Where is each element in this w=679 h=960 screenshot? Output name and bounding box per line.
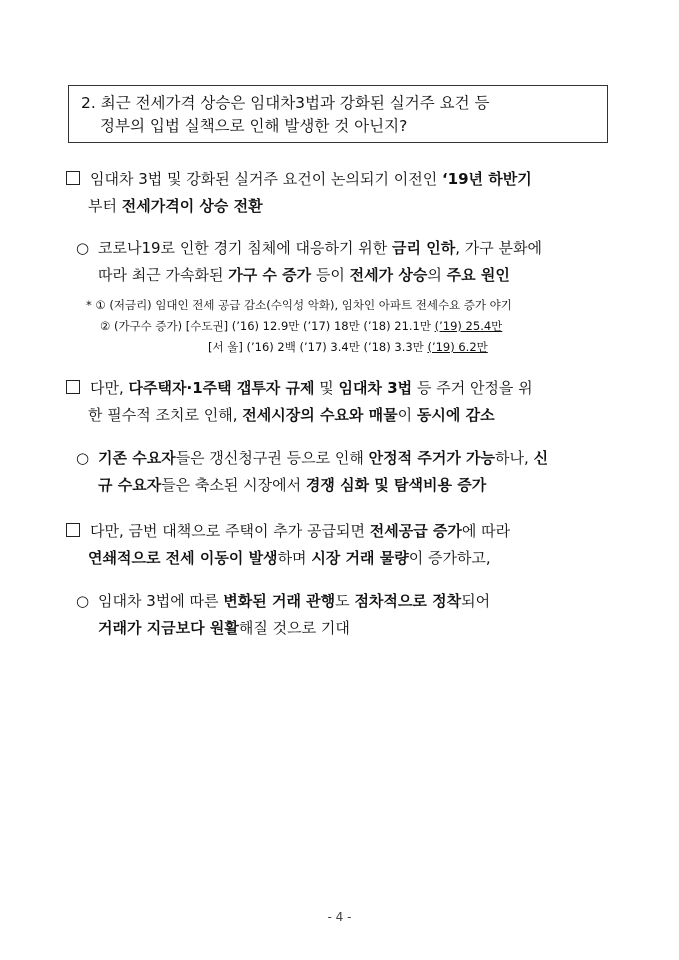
checkbox-bullet-icon <box>66 523 80 537</box>
s3o-bold-f: 거래가 지금보다 원활 <box>98 619 239 637</box>
s3-text-c: 에 따라 <box>461 522 511 540</box>
s2o-bold-h: 경쟁 심화 및 탐색비용 증가 <box>305 476 487 494</box>
question-box <box>68 85 608 143</box>
checkbox-bullet-icon <box>66 171 80 185</box>
section-2 <box>66 375 533 429</box>
s2o-text-b: 들은 갱신청구권 등으로 인해 <box>175 449 369 467</box>
note-2-underlined: (’19) 25.4만 <box>434 319 503 333</box>
s1o-text-f: 등이 <box>311 266 350 284</box>
section-3 <box>66 518 510 572</box>
note-1: * ① (저금리) 임대인 전세 공급 감소(수익성 악화), 임차인 아파트 전세수요 증가 야기 <box>86 298 512 312</box>
s3-bold-f: 시장 거래 물량 <box>311 549 409 567</box>
circle-bullet-icon: ○ <box>76 239 90 257</box>
s2o-bold-f: 규 수요자 <box>98 476 162 494</box>
s2o-bold-a: 기존 수요자 <box>98 449 176 467</box>
s1-bold-b: ‘19년 하반기 <box>441 170 532 188</box>
note-3 <box>86 337 512 358</box>
s2-bold-i: 동시에 감소 <box>416 406 495 424</box>
section-3-detail <box>66 588 490 642</box>
page-number: - 4 - <box>327 910 352 924</box>
s2-text-f: 한 필수적 조치로 인해, <box>88 406 243 424</box>
s2-bold-b: 다주택자·1주택 갭투자 규제 <box>128 379 315 397</box>
s2o-bold-c: 안정적 주거가 가능 <box>368 449 496 467</box>
s1o-bold-i: 주요 원인 <box>446 266 510 284</box>
s2-text-e: 등 주거 안정을 위 <box>412 379 533 397</box>
section-1 <box>66 166 532 220</box>
s3o-text-g: 해질 것으로 기대 <box>238 619 350 637</box>
s1o-text-c: , 가구 분화에 <box>455 239 542 257</box>
note-3-text: [서 울] (’16) 2백 (’17) 3.4만 (’18) 3.3만 <box>208 340 428 354</box>
section-2-detail <box>66 445 548 499</box>
s1o-bold-g: 전세가 상승 <box>349 266 428 284</box>
circle-bullet-icon: ○ <box>76 449 90 467</box>
s3o-text-e: 되어 <box>461 592 491 610</box>
s3-text-a: 다만, 금번 대책으로 주택이 추가 공급되면 <box>90 522 370 540</box>
s1o-text-h: 의 <box>427 266 447 284</box>
note-2-text: ② (가구수 증가) [수도권] (’16) 12.9만 (’17) 18만 (’18) 21.1만 <box>100 319 435 333</box>
s1-bold-d: 전세가격이 상승 전환 <box>121 197 263 215</box>
question-line-2: 정부의 입법 실책으로 인해 발생한 것 아닌지? <box>100 117 408 135</box>
s3-text-g: 이 증가하고, <box>408 549 491 567</box>
s3o-text-a: 임대차 3법에 따른 <box>98 592 224 610</box>
s3o-text-c: 도 <box>335 592 355 610</box>
s3-text-e: 하며 <box>277 549 312 567</box>
s2-text-h: 이 <box>397 406 417 424</box>
s3o-bold-b: 변화된 거래 관행 <box>223 592 336 610</box>
checkbox-bullet-icon <box>66 380 80 394</box>
s2-text-a: 다만, <box>90 379 129 397</box>
s1o-bold-e: 가구 수 증가 <box>228 266 312 284</box>
s2o-text-g: 들은 축소된 시장에서 <box>161 476 306 494</box>
s2o-bold-e: 신 <box>533 449 549 467</box>
section-1-detail <box>66 235 542 289</box>
s1o-bold-b: 금리 인하 <box>392 239 456 257</box>
question-line-1: 2. 최근 전세가격 상승은 임대차3법과 강화된 실거주 요건 등 <box>81 94 490 112</box>
s3-bold-d: 연쇄적으로 전세 이동이 발생 <box>88 549 278 567</box>
footnotes <box>86 295 512 358</box>
s1o-text-d: 따라 최근 가속화된 <box>98 266 229 284</box>
s3o-bold-d: 점차적으로 정착 <box>354 592 462 610</box>
s3-bold-b: 전세공급 증가 <box>369 522 462 540</box>
s2-text-c: 및 <box>314 379 339 397</box>
s2-bold-g: 전세시장의 수요와 매물 <box>242 406 398 424</box>
s1-text-c: 부터 <box>88 197 122 215</box>
s1o-text-a: 코로나19로 인한 경기 침체에 대응하기 위한 <box>98 239 393 257</box>
circle-bullet-icon: ○ <box>76 592 90 610</box>
s1-text-a: 임대차 3법 및 강화된 실거주 요건이 논의되기 이전인 <box>90 170 442 188</box>
note-3-underlined: (’19) 6.2만 <box>427 340 488 354</box>
s2-bold-d: 임대차 3법 <box>338 379 413 397</box>
s2o-text-d: 하나, <box>495 449 534 467</box>
note-2 <box>86 316 512 337</box>
